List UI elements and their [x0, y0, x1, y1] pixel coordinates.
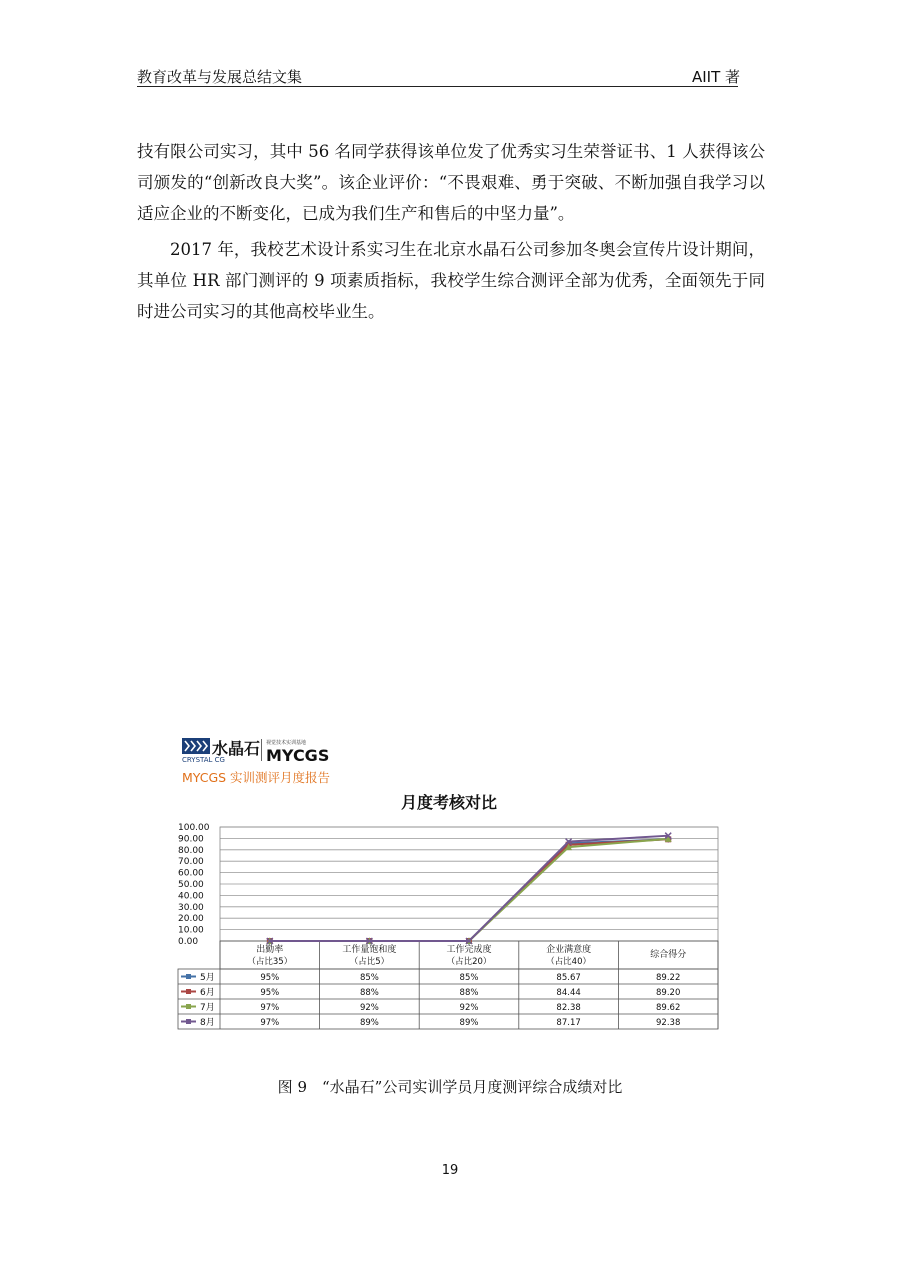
table-cell-value: 92%: [459, 1003, 479, 1013]
legend-marker: [186, 989, 191, 994]
category-sublabel: （占比40）: [546, 957, 592, 967]
table-cell-value: 92.38: [656, 1018, 681, 1028]
y-tick-label: 40.00: [178, 891, 204, 902]
series-line: [270, 836, 668, 941]
category-sublabel: （占比5）: [349, 957, 390, 967]
header-rule: [137, 86, 738, 87]
running-header-author: AIIT 著: [692, 68, 741, 86]
table-cell-value: 89%: [459, 1018, 479, 1028]
y-tick-label: 50.00: [178, 880, 204, 890]
body-paragraph-2: 2017 年，我校艺术设计系实习生在北京水晶石公司参加冬奥会宣传片设计期间，其单位 HR 部门测评的 9 项素质指标，我校学生综合测评全部为优秀，全面领先于同时进公司实习的其他高校毕业生。: [137, 240, 765, 321]
series-line: [270, 839, 668, 941]
legend-label: 5月: [200, 973, 215, 983]
legend-label: 7月: [200, 1003, 215, 1013]
category-label: 工作量饱和度: [342, 945, 397, 955]
table-cell-value: 85.67: [556, 973, 581, 983]
table-cell-value: 89%: [359, 1018, 379, 1028]
y-tick-label: 60.00: [178, 868, 204, 879]
series-line: [270, 839, 668, 941]
series-line: [270, 839, 668, 941]
figure-chart-image: [176, 738, 722, 1040]
y-tick-label: 100.00: [178, 823, 210, 833]
category-sublabel: （占比20）: [446, 957, 492, 967]
legend-label: 6月: [200, 988, 215, 998]
legend-marker: [186, 974, 191, 979]
running-header-title: 教育改革与发展总结文集: [137, 68, 303, 86]
table-cell-value: 89.22: [656, 973, 681, 983]
logo-mycgs: MYCGS: [266, 746, 330, 765]
logo-small-text: 视觉技术实训基地: [266, 740, 307, 746]
category-label: 工作完成度: [446, 945, 492, 955]
y-tick-label: 30.00: [178, 902, 204, 913]
page-number: 19: [441, 1163, 459, 1178]
y-tick-label: 20.00: [178, 914, 204, 925]
category-label: 企业满意度: [546, 945, 592, 955]
body-paragraph-1: 技有限公司实习，其中 56 名同学获得该单位发了优秀实习生荣誉证书、1 人获得该公司颁发的“创新改良大奖”。该企业评价：“不畏艰难、勇于突破、不断加强自我学习以适应企业的不断变化，已成为我们生产和售后的中坚力量”。: [137, 142, 765, 223]
legend-marker: [186, 1019, 191, 1024]
table-cell-value: 84.44: [556, 988, 581, 998]
table-cell-value: 85%: [359, 973, 379, 983]
line-chart: [176, 738, 722, 1040]
y-tick-label: 10.00: [178, 925, 204, 936]
table-cell-value: 88%: [459, 988, 479, 998]
table-cell-value: 95%: [260, 988, 280, 998]
legend-marker: [186, 1004, 191, 1009]
y-tick-label: 90.00: [178, 834, 204, 845]
chart-title: 月度考核对比: [400, 793, 498, 812]
table-cell-value: 97%: [260, 1018, 280, 1028]
y-tick-label: 0.00: [178, 937, 199, 947]
y-tick-label: 80.00: [178, 845, 204, 856]
table-cell-value: 88%: [359, 988, 379, 998]
category-label: 综合得分: [650, 950, 687, 960]
table-cell-value: 89.62: [656, 1003, 681, 1013]
figure-caption: 图 9 “水晶石”公司实训学员月度测评综合成绩对比: [277, 1078, 623, 1096]
report-title: MYCGS 实训测评月度报告: [182, 770, 331, 785]
table-cell-value: 87.17: [556, 1018, 581, 1028]
table-cell-value: 85%: [459, 973, 479, 983]
table-cell-value: 89.20: [656, 988, 681, 998]
table-cell-value: 92%: [359, 1003, 379, 1013]
category-sublabel: （占比35）: [247, 957, 293, 967]
table-cell-value: 97%: [260, 1003, 280, 1013]
legend-label: 8月: [200, 1018, 215, 1028]
y-tick-label: 70.00: [178, 857, 204, 868]
logo-chinese-name: 水晶石: [212, 739, 261, 758]
logo-english-subname: CRYSTAL CG: [182, 756, 225, 764]
table-cell-value: 82.38: [556, 1003, 581, 1013]
table-cell-value: 95%: [260, 973, 280, 983]
category-label: 出勤率: [256, 945, 284, 955]
